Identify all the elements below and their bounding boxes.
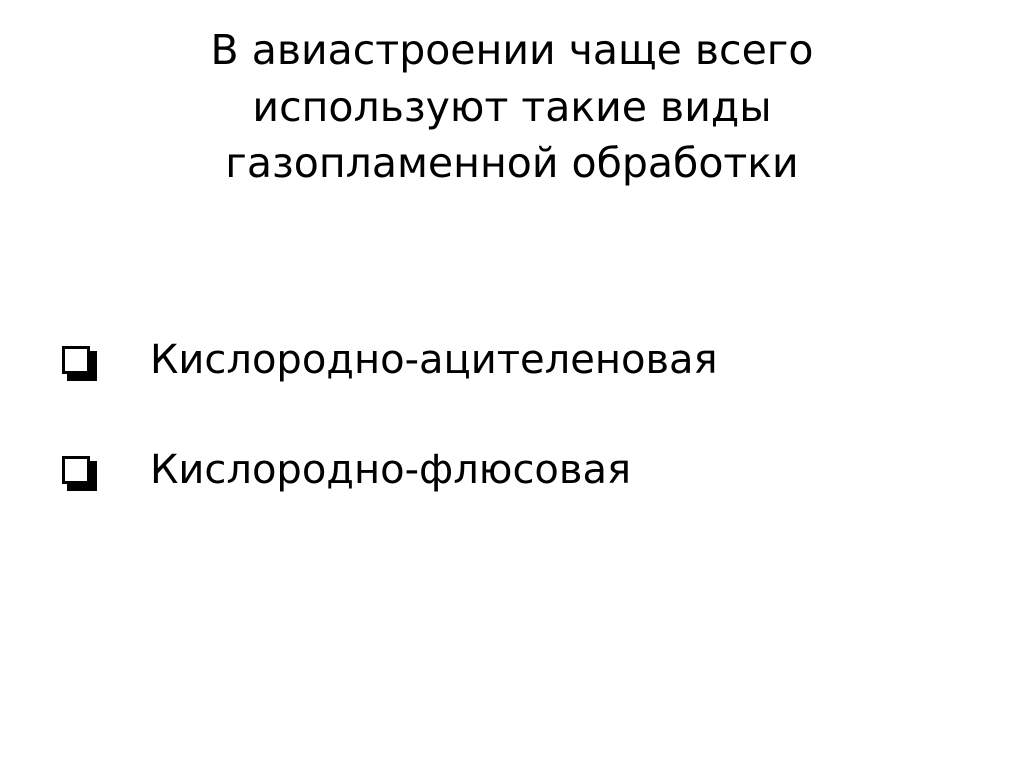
list-item bbox=[62, 446, 962, 494]
square-bullet-icon bbox=[62, 456, 98, 492]
bullet-list bbox=[62, 336, 962, 556]
square-bullet-icon bbox=[62, 346, 98, 382]
list-item-label: Кислородно-ацителеновая bbox=[150, 337, 718, 383]
list-item bbox=[62, 336, 962, 384]
page-title: В авиастроении чаще всего используют такие виды газопламенной обработки bbox=[210, 26, 814, 188]
list-item-label: Кислородно-флюсовая bbox=[150, 447, 632, 493]
